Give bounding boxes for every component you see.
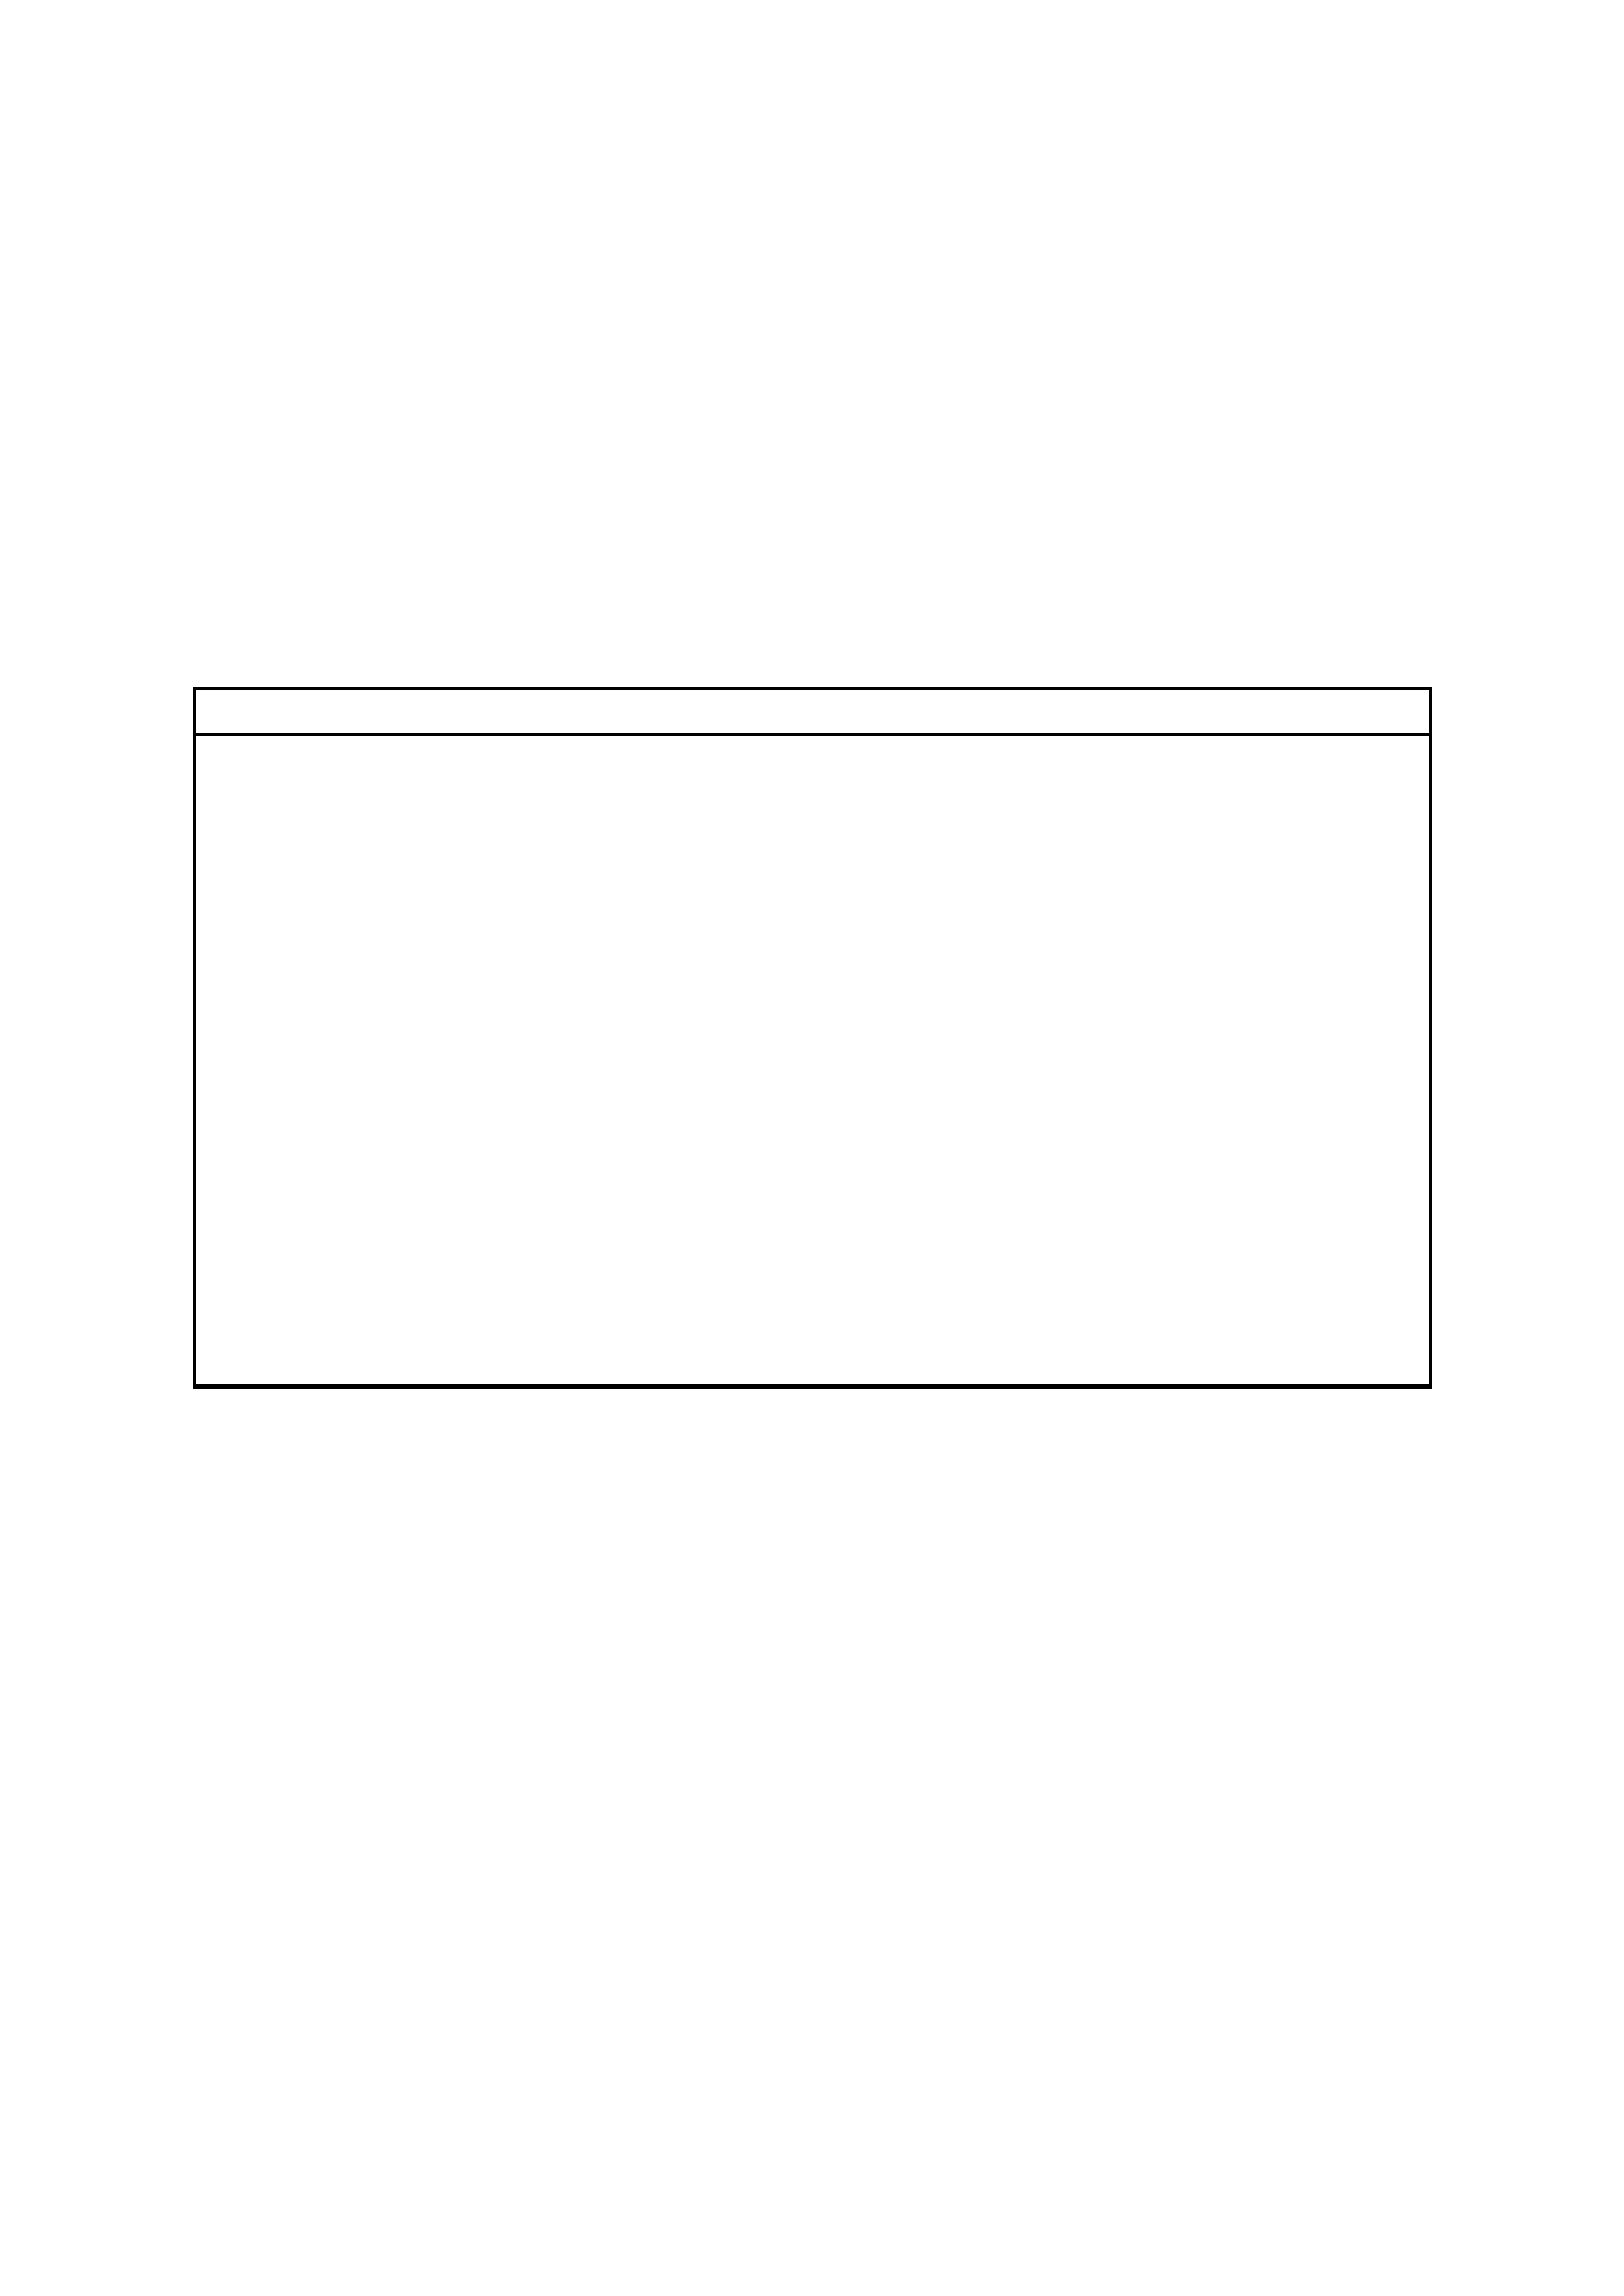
callout-body [196,736,1429,744]
callout-box-zhuanlan-3 [193,687,1432,1389]
callout-title [196,690,1429,736]
